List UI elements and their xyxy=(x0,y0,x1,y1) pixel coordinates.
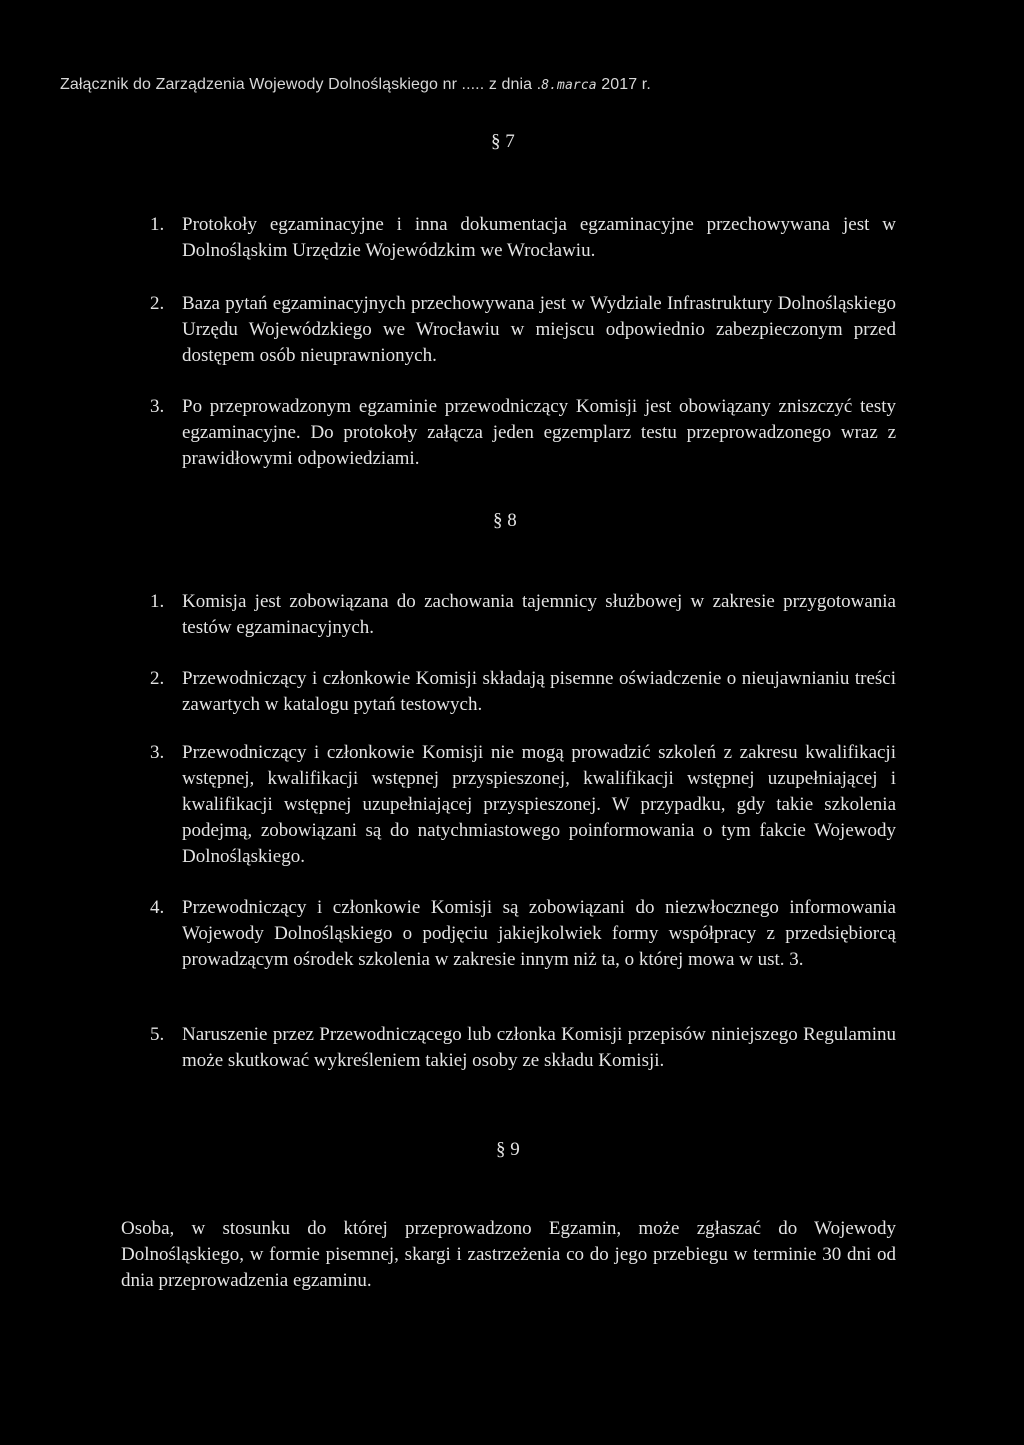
section-sign-9: § 9 xyxy=(496,1139,520,1160)
document-header xyxy=(60,76,651,94)
item-text: Naruszenie przez Przewodniczącego lub członka Komisji przepisów niniejszego Regulaminu może skutkować wykreśleniem takiej osoby ze składu Komisji. xyxy=(182,1024,896,1071)
item-text: Komisja jest zobowiązana do zachowania tajemnicy służbowej w zakresie przygotowania testów egzaminacyjnych. xyxy=(182,591,896,638)
header-prefix: Załącznik do Zarządzenia Wojewody Dolnośląskiego nr ..... z dnia . xyxy=(60,76,542,93)
item-text: Przewodniczący i członkowie Komisji są zobowiązani do niezwłocznego informowania Wojewody Dolnośląskiego o podjęciu jakiejkolwiek formy współpracy z przedsiębiorcą prowadzącym ośrodek szkolenia w zakresie innym niż ta, o której mowa w ust. 3. xyxy=(182,897,896,970)
section-9-paragraph: Osoba, w stosunku do której przeprowadzono Egzamin, może zgłaszać do Wojewody Dolnośląskiego, w formie pisemnej, skargi i zastrzeżenia co do jego przebiegu w terminie 30 dni od dnia przeprowadzenia egzaminu. xyxy=(121,1218,896,1291)
section-7-item-3 xyxy=(150,394,896,472)
section-8-item-2 xyxy=(150,666,896,718)
item-text: Po przeprowadzonym egzaminie przewodniczący Komisji jest obowiązany zniszczyć testy egzaminacyjne. Do protokoły załącza jeden egzemplarz testu przeprowadzonego wraz z prawidłowymi odpowiedziami. xyxy=(182,396,896,469)
item-number: 4. xyxy=(150,897,165,918)
section-8-item-1 xyxy=(150,589,896,641)
item-number: 5. xyxy=(150,1024,165,1045)
item-number: 2. xyxy=(150,293,165,314)
item-text: Przewodniczący i członkowie Komisji nie mogą prowadzić szkoleń z zakresu kwalifikacji wstępnej, kwalifikacji wstępnej przyspieszonej, kwalifikacji wstępnej uzupełniającej i kwalifikacji wstępnej uzupełniającej przyspieszonej. W przypadku, gdy takie szkolenia podejmą, zobowiązani są do natychmiastowego poinformowania o tym fakcie Wojewody Dolnośląskiego. xyxy=(182,742,896,867)
section-8-item-3 xyxy=(150,740,896,870)
item-number: 1. xyxy=(150,591,165,612)
section-8-item-4 xyxy=(150,895,896,973)
item-number: 1. xyxy=(150,214,165,235)
item-text: Przewodniczący i członkowie Komisji składają pisemne oświadczenie o nieujawnianiu treści zawartych w katalogu pytań testowych. xyxy=(182,668,896,715)
section-sign-8: § 8 xyxy=(493,510,517,531)
section-8-item-5 xyxy=(150,1022,896,1074)
item-number: 2. xyxy=(150,668,165,689)
handwritten-date: 8.marca xyxy=(541,78,597,93)
section-7-item-2 xyxy=(150,291,896,369)
section-7-item-1 xyxy=(150,212,896,264)
item-number: 3. xyxy=(150,742,165,763)
item-text: Baza pytań egzaminacyjnych przechowywana jest w Wydziale Infrastruktury Dolnośląskiego Urzędu Wojewódzkiego we Wrocławiu w miejscu odpowiednio zabezpieczonym przed dostępem osób nieuprawnionych. xyxy=(182,293,896,366)
item-number: 3. xyxy=(150,396,165,417)
header-suffix: 2017 r. xyxy=(596,76,651,93)
item-text: Protokoły egzaminacyjne i inna dokumentacja egzaminacyjne przechowywana jest w Dolnośląskim Urzędzie Wojewódzkim we Wrocławiu. xyxy=(182,214,896,261)
section-sign-7: § 7 xyxy=(491,131,515,152)
